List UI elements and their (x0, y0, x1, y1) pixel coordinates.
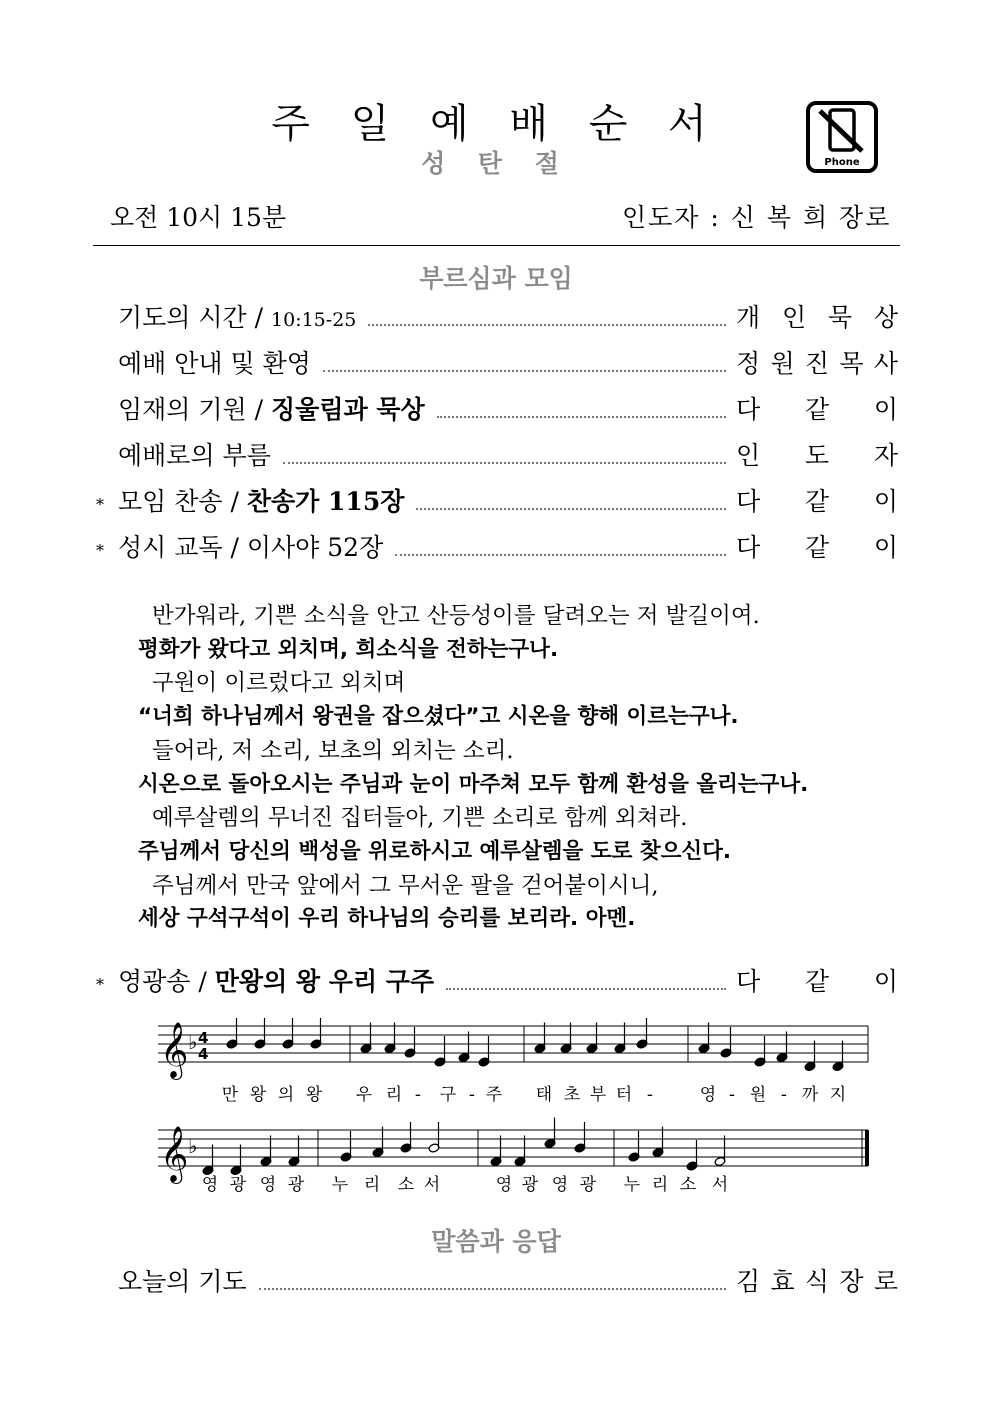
dot-leader (323, 369, 726, 372)
prayer-performer: 김 효 식 장 로 (736, 1267, 898, 1296)
treble-clef-icon: 𝄞 (160, 1126, 189, 1182)
lyric-syllable: 영 (699, 1085, 717, 1105)
key-flat-icon: ♭ (188, 1030, 198, 1054)
reading-leader-line: 예루살렘의 무너진 집터들아, 기쁜 소리로 함께 외쳐라. (152, 805, 688, 832)
standing-mark: * (96, 495, 104, 514)
reading-leader-line: 들어라, 저 소리, 보초의 외치는 소리. (152, 737, 514, 764)
order-item-detail: 징울림과 묵상 (271, 395, 425, 424)
lyric-syllable: 초 (563, 1085, 581, 1105)
reading-response-line: 세상 구석구석이 우리 하나님의 승리를 보리라. 아멘. (138, 906, 636, 932)
time-signature: 4 (198, 1029, 209, 1047)
lyric-syllable: - (728, 1085, 736, 1105)
lyric-syllable: 영 (495, 1175, 513, 1195)
doxology-label: 영광송 / (118, 967, 215, 996)
reading-leader-line: 구원이 이르렀다고 외치며 (152, 670, 406, 697)
header-divider (93, 245, 900, 246)
music-score (150, 1016, 880, 1201)
lyric-syllable: 지 (829, 1085, 847, 1105)
lyric-syllable: 서 (711, 1175, 729, 1195)
no-phone-icon (806, 101, 878, 173)
order-item (96, 298, 898, 334)
lyric-syllable: 광 (287, 1175, 305, 1195)
lyric-syllable: 리 (651, 1175, 669, 1195)
order-item-detail: 찬송가 115장 (246, 487, 405, 516)
reading-response-line: “너희 하나님께서 왕권을 잡으셨다”고 시온을 향해 이르는구나. (138, 704, 739, 730)
lyric-syllable: 소 (679, 1175, 697, 1195)
section-title-word: 말씀과 응답 (431, 1227, 561, 1256)
order-item-doxology (96, 962, 898, 998)
lyric-syllable: 터 (615, 1085, 633, 1105)
service-time: 오전 10시 15분 (110, 203, 287, 232)
page-subtitle: 성 탄 절 (421, 149, 571, 178)
lyric-syllable: 의 (277, 1085, 295, 1105)
lyric-syllable: - (780, 1085, 788, 1105)
service-leader: 인도자 : 신 복 희 장로 (622, 203, 892, 232)
dot-leader (446, 987, 726, 990)
order-item-label: 예배로의 부름 (118, 441, 271, 470)
lyric-syllable: - (414, 1085, 422, 1105)
final-barline (865, 1130, 869, 1166)
dot-leader (368, 323, 726, 326)
lyric-syllable: - (646, 1085, 654, 1105)
time-signature: 4 (198, 1045, 209, 1063)
dot-leader (395, 553, 726, 556)
order-item-performer: 인 도 자 (736, 441, 898, 470)
lyric-syllable: 소 (397, 1175, 415, 1195)
dot-leader (416, 507, 726, 510)
order-item-label: 성시 교독 / 이사야 52장 (118, 533, 384, 562)
phone-icon-label: Phone (824, 157, 860, 168)
reading-response-line: 시온으로 돌아오시는 주님과 눈이 마주쳐 모두 함께 환성을 올리는구나. (138, 771, 809, 797)
lyric-syllable: 부 (589, 1085, 607, 1105)
dot-leader (259, 1287, 726, 1290)
order-item-label: 예배 안내 및 환영 (118, 349, 311, 378)
standing-mark: * (96, 541, 104, 560)
reading-leader-line: 주님께서 만국 앞에서 그 무서운 팔을 걷어붙이시니, (152, 872, 659, 899)
dot-leader (283, 461, 726, 464)
lyric-syllable: 영 (259, 1175, 277, 1195)
key-flat-icon: ♭ (188, 1134, 198, 1158)
lyric-syllable: 원 (749, 1085, 767, 1105)
lyric-syllable: 구 (439, 1085, 457, 1105)
order-item (96, 344, 898, 380)
reading-response-line: 주님께서 당신의 백성을 위로하시고 예루살렘을 도로 찾으신다. (138, 838, 732, 864)
lyric-syllable: 만 (221, 1085, 239, 1105)
reading-leader-line: 반가워라, 기쁜 소식을 안고 산등성이를 달려오는 저 발길이여. (152, 603, 760, 629)
dot-leader (437, 415, 726, 418)
order-item (96, 436, 898, 472)
lyric-syllable: 서 (423, 1175, 441, 1195)
lyric-syllable: - (468, 1085, 476, 1105)
order-item-label: 임재의 기원 / (118, 395, 272, 424)
lyric-syllable: 누 (331, 1175, 349, 1195)
doxology-performer: 다 같 이 (736, 967, 898, 996)
lyric-syllable: 우 (355, 1085, 373, 1105)
lyric-syllable: 까 (801, 1085, 819, 1105)
order-item-performer: 정 원 진 목 사 (736, 349, 898, 378)
lyric-syllable: 누 (623, 1175, 641, 1195)
lyric-syllable: 영 (201, 1175, 219, 1195)
lyric-syllable: 리 (385, 1085, 403, 1105)
lyric-syllable: 광 (229, 1175, 247, 1195)
prayer-label: 오늘의 기도 (118, 1267, 247, 1296)
order-item-prayer (118, 1262, 898, 1298)
page-title: 주 일 예 배 순 서 (271, 101, 721, 147)
order-item (96, 482, 898, 518)
order-item-label: 모임 찬송 / (118, 487, 247, 516)
reading-response-line: 평화가 왔다고 외치며, 희소식을 전하는구나. (138, 636, 559, 662)
section-title-gathering: 부르심과 모임 (419, 264, 573, 293)
lyric-syllable: 주 (485, 1085, 503, 1105)
lyric-syllable: 영 (551, 1175, 569, 1195)
lyric-syllable: 리 (363, 1175, 381, 1195)
doxology-title: 만왕의 왕 우리 구주 (214, 967, 435, 996)
treble-clef-icon: 𝄞 (160, 1022, 189, 1078)
lyric-syllable: 광 (579, 1175, 597, 1195)
order-item-performer: 다 같 이 (736, 487, 898, 516)
order-item-performer: 다 같 이 (736, 533, 898, 562)
lyric-syllable: 태 (535, 1085, 553, 1105)
order-item-label: 기도의 시간 / (118, 303, 272, 332)
order-item-performer: 개 인 묵 상 (736, 303, 898, 332)
lyric-syllable: 왕 (249, 1085, 267, 1105)
order-item-performer: 다 같 이 (736, 395, 898, 424)
standing-mark: * (96, 975, 104, 994)
order-item (96, 390, 898, 426)
lyric-syllable: 광 (521, 1175, 539, 1195)
lyric-syllable: 왕 (305, 1085, 323, 1105)
order-item-time: 10:15-25 (271, 309, 357, 331)
order-item (96, 528, 898, 564)
